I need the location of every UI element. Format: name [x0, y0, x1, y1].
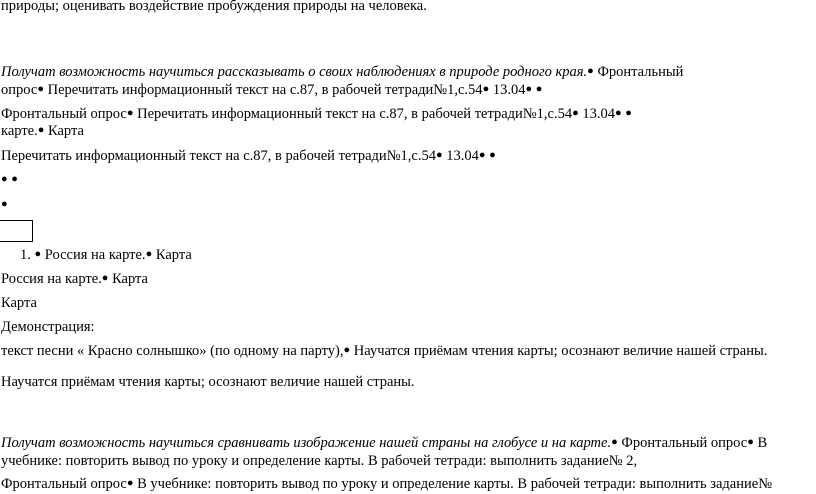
italic-outcome-1: Получат возможность научиться рассказывать о своих наблюдениях в природе родного края. — [1, 64, 588, 80]
bullet-icon: ● — [478, 149, 486, 161]
text-line-5: карте.● Карта — [1, 123, 84, 139]
bullet-row-2 — [1, 197, 8, 215]
text-line-15: учебнике: повторить вывод по уроку и определение карты. В рабочей тетради: выполнить задание№ 2, — [1, 453, 638, 469]
bullet-icon: ● — [747, 436, 754, 448]
bullet-icon: ● — [625, 107, 632, 119]
text-line-13: Научатся приёмам чтения карты; осознают величие нашей страны. — [1, 374, 415, 390]
text-line-10: Карта — [1, 295, 37, 311]
bullet-icon: ● — [101, 272, 109, 284]
empty-table-cell — [0, 220, 33, 242]
text-line-9: Россия на карте.● Карта — [1, 271, 148, 287]
bullet-icon: ● — [126, 107, 134, 119]
bullet-icon: ● — [1, 198, 8, 210]
text-line-2: Получат возможность научиться рассказывать о своих наблюдениях в природе родного края.● Фронтальный — [1, 64, 684, 80]
bullet-icon: ● — [1, 173, 8, 185]
bullet-icon: ● — [343, 344, 351, 356]
bullet-icon: ● — [37, 124, 45, 136]
bullet-icon: ● — [482, 83, 490, 95]
text-line-12: текст песни « Красно солнышко» (по одному на парту),● Научатся приёмам чтения карты; осознают величие нашей страны. — [1, 343, 768, 359]
bullet-icon: ● — [525, 83, 533, 95]
text-line-4: Фронтальный опрос● Перечитать информационный текст на с.87, в рабочей тетради№1,с.54● 13.04● ● — [1, 106, 632, 122]
bullet-row-1 — [1, 172, 18, 190]
text-line-3: опрос● Перечитать информационный текст на с.87, в рабочей тетради№1,с.54● 13.04● ● — [1, 82, 543, 98]
bullet-icon: ● — [126, 477, 134, 489]
text-line-1: природы; оценивать воздействие пробуждения природы на человека. — [1, 0, 427, 14]
bullet-icon: ● — [587, 65, 594, 77]
text-line-16: Фронтальный опрос● В учебнике: повторить вывод по уроку и определение карты. В рабочей тетради: выполнить задание№ — [1, 476, 773, 492]
bullet-icon: ● — [435, 149, 443, 161]
bullet-icon: ● — [572, 107, 579, 119]
bullet-icon: ● — [34, 248, 42, 260]
text-line-6: Перечитать информационный текст на с.87, в рабочей тетради№1,с.54● 13.04● ● — [1, 148, 496, 164]
bullet-icon: ● — [37, 83, 44, 95]
text-line-11: Демонстрация: — [1, 319, 95, 335]
bullet-icon: ● — [489, 149, 496, 161]
text-line-14: Получат возможность научиться сравнивать изображение нашей страны на глобусе и на карте.● Фронтальный опрос● В — [1, 435, 768, 451]
bullet-icon: ● — [11, 173, 18, 185]
bullet-icon: ● — [611, 436, 618, 448]
list-item: 1. ● Россия на карте.● Карта — [20, 247, 192, 263]
bullet-icon: ● — [615, 107, 622, 119]
bullet-icon: ● — [145, 248, 153, 260]
bullet-icon: ● — [535, 83, 543, 95]
italic-outcome-2: Получат возможность научиться сравнивать изображение нашей страны на глобусе и на карте. — [1, 435, 612, 451]
